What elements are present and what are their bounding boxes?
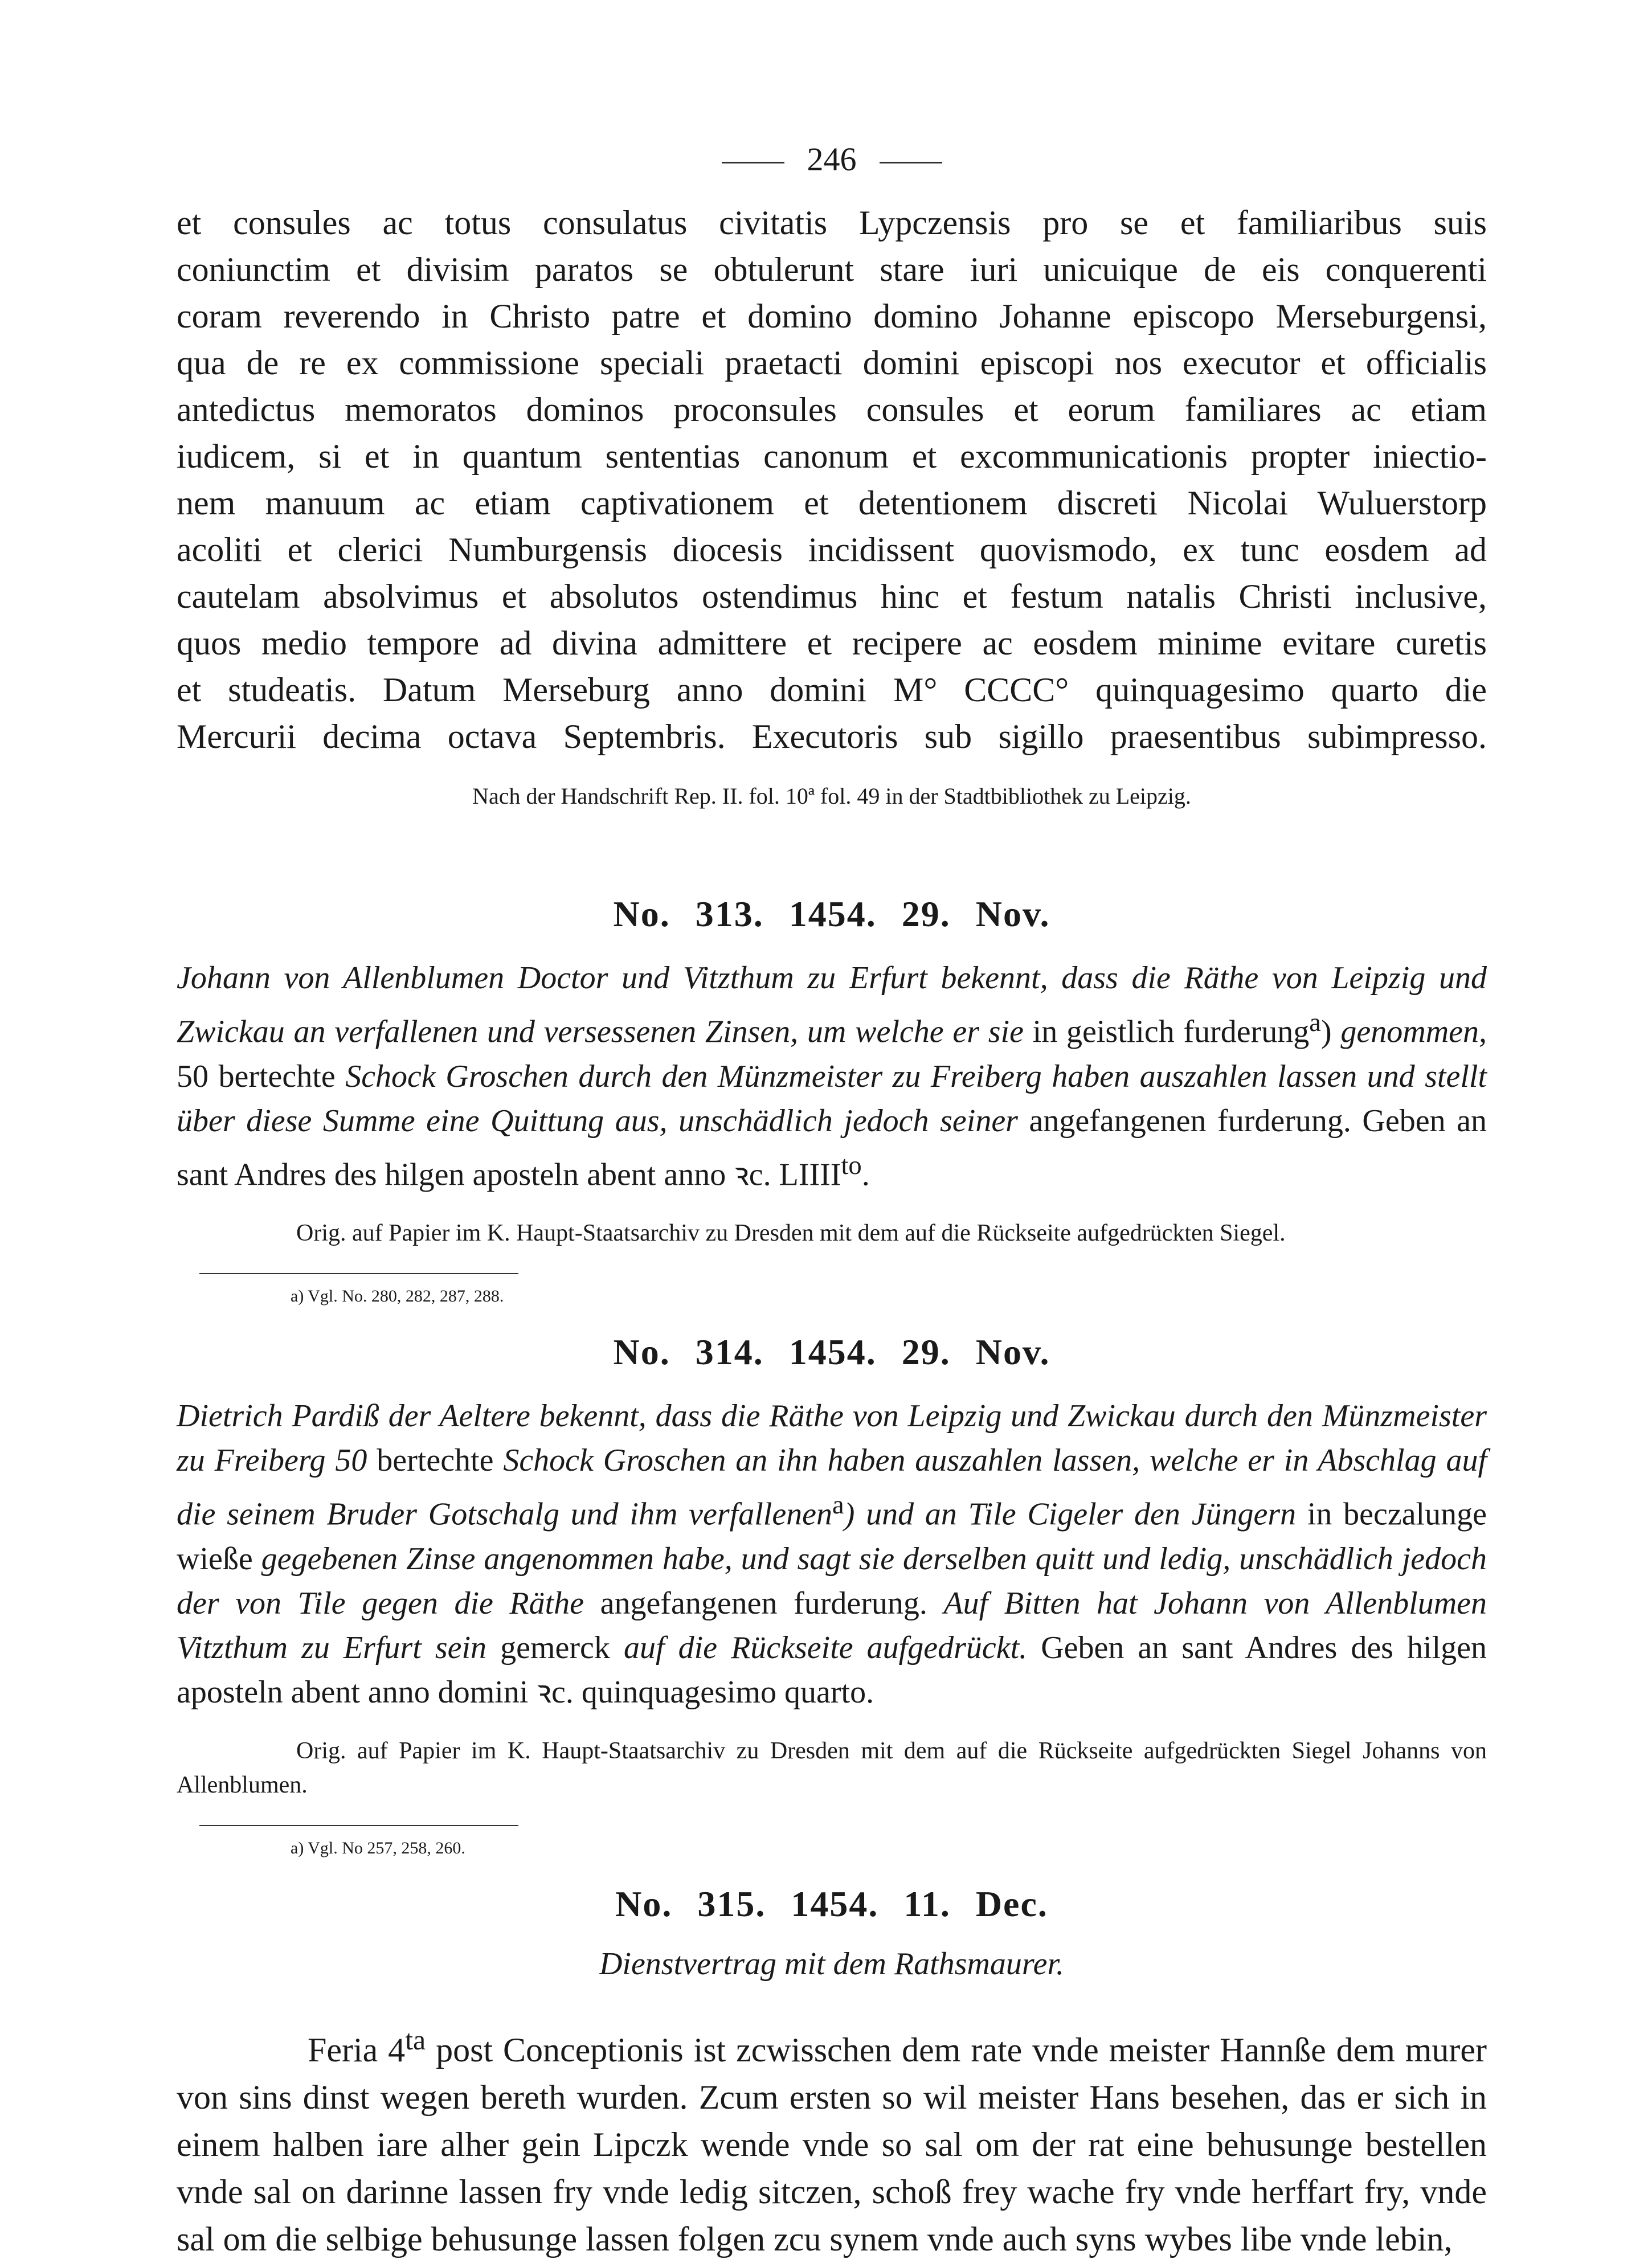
summary-italic: ) und an Tile Cigeler den Jüngern (844, 1496, 1297, 1532)
entry-313-footnote: a) Vgl. No. 280, 282, 287, 288. (291, 1287, 504, 1306)
summary-roman: gemerck (486, 1630, 624, 1665)
superscript-to: to (841, 1150, 862, 1180)
summary-roman: in geistlich furderung (1023, 1014, 1310, 1050)
header-dash-right (880, 162, 942, 163)
text-line: Mercurii decima octava Septembris. Executoris sub sigillo praesentibus subimpresso. (177, 718, 1487, 755)
summary-roman: angefangenen furderung. (584, 1585, 944, 1621)
text-line: coniunctim et divisim paratos se obtulerunt stare iuri unicuique de eis conquerenti (177, 251, 1487, 288)
footnote-rule (199, 1825, 518, 1826)
footnote-marker: a (1309, 1008, 1321, 1037)
text-line: cautelam absolvimus et absolutos ostendimus hinc et festum natalis Christi inclusive, (177, 578, 1487, 615)
entry-315-subtitle: Dienstvertrag mit dem Rathsmaurer. (599, 1946, 1065, 1982)
summary-roman: . (861, 1157, 870, 1193)
entry-313-summary (177, 956, 1487, 1197)
entry-315-text (177, 2016, 1487, 2263)
document-page (177, 131, 1487, 2263)
summary-roman: 50 bertechte (177, 1058, 346, 1094)
summary-roman: bertechte (367, 1443, 504, 1479)
text-line: iudicem, si et in quantum sententias canonum et excommunicationis propter iniectio- (177, 437, 1487, 475)
entry-315-title: No. 315. 1454. 11. Dec. (615, 1883, 1048, 1924)
summary-italic: Schock Groschen an ihn haben auszahlen lassen, welche er in Abschlag auf die seinem Bruder Gotschalg und ihm verfallenen (177, 1443, 1487, 1532)
entry-314-original-note: Orig. auf Papier im K. Haupt-Staatsarchiv zu Dresden mit dem auf die Rückseite aufgedrückten Siegel Johanns von Allenblumen. (177, 1737, 1487, 1798)
footnote-marker: a (832, 1490, 844, 1520)
text-line: acoliti et clerici Numburgensis diocesis incidissent quovismodo, ex tunc eosdem ad (177, 531, 1487, 568)
summary-italic: genommen, (1340, 1014, 1487, 1050)
entry-313-original-note: Orig. auf Papier im K. Haupt-Staatsarchiv zu Dresden mit dem auf die Rückseite aufgedrückten Siegel. (296, 1220, 1286, 1247)
continuation-text (177, 199, 1487, 760)
summary-italic: gegebenen Zinse angenommen habe, und sagt sie derselben quitt und ledig, unschädlich jedoch der von Tile gegen die Räthe (177, 1541, 1487, 1621)
entry-314-footnote: a) Vgl. No 257, 258, 260. (291, 1838, 465, 1857)
text-line: et consules ac totus consulatus civitatis Lypczensis pro se et familiaribus suis (177, 204, 1487, 242)
text-line: nem manuum ac etiam captivationem et detentionem discreti Nicolai Wuluerstorp (177, 484, 1487, 522)
entry-314-title: No. 314. 1454. 29. Nov. (613, 1332, 1050, 1373)
text-line: et studeatis. Datum Merseburg anno domini M° CCCC° quinquagesimo quarto die (177, 671, 1487, 709)
text-roman: Feria 4 (308, 2031, 406, 2069)
footnote-rule (199, 1273, 518, 1274)
header-dash-left (722, 162, 784, 163)
summary-roman: in beczalunge wieße (177, 1496, 1487, 1577)
text-line: coram reverendo in Christo patre et domino domino Johanne episcopo Merseburgensi, (177, 297, 1487, 335)
page-header (177, 131, 1487, 199)
summary-roman: angefangenen furderung. Geben an sant Andres des hilgen aposteln abent anno ꝛc. LIIII (177, 1103, 1487, 1193)
summary-roman: ) (1321, 1014, 1341, 1050)
text-line: quos medio tempore ad divina admittere et recipere ac eosdem minime evitare curetis (177, 624, 1487, 662)
entry-313-title: No. 313. 1454. 29. Nov. (613, 894, 1050, 934)
summary-italic: auf die Rückseite aufgedrückt. (623, 1630, 1028, 1665)
summary-italic: Dietrich Pardiß der Aeltere bekennt, dass die Räthe von Leipzig und Zwickau durch den Münzmeister zu Freiberg 50 (177, 1398, 1487, 1479)
text-roman: post Conceptionis ist zcwisschen dem rate vnde meister Hannße dem murer von sins dinst wegen bereth wurden. Zcum ersten so wil meister Hans besehen, das er sich in einem halben iare alher gein Lipczk wende vnde so sal om der rat eine behusunge bestellen vnde sal on darinne lassen fry vnde ledig sitczen, schoß frey wache fry vnde herffart fry, vnde sal om die selbige behusunge lassen folgen zcu synem vnde auch syns wybes libe vnde lebin, (177, 2031, 1487, 2258)
text-line: qua de re ex commissione speciali praetacti domini episcopi nos executor et officialis (177, 344, 1487, 382)
page-number: 246 (807, 141, 857, 178)
superscript-ta: ta (405, 2023, 426, 2056)
source-note: Nach der Handschrift Rep. II. fol. 10ª fol. 49 in der Stadtbibliothek zu Leipzig. (472, 783, 1191, 809)
summary-roman: Geben an sant Andres des hilgen aposteln abent anno domini ꝛc. quinquagesimo quarto. (177, 1630, 1487, 1710)
summary-italic: Johann von Allenblumen Doctor und Vitzthum zu Erfurt bekennt, dass die Räthe von Leipzig und Zwickau an verfallenen und versessenen Zinsen, um welche er sie (177, 960, 1487, 1050)
summary-italic: Schock Groschen durch den Münzmeister zu Freiberg haben auszahlen lassen und stellt über diese Summe eine Quittung aus, unschädlich jedoch seiner (177, 1058, 1487, 1139)
text-line: antedictus memoratos dominos proconsules consules et eorum familiares ac etiam (177, 391, 1487, 428)
summary-italic: Auf Bitten hat Johann von Allenblumen Vitzthum zu Erfurt sein (177, 1585, 1487, 1665)
entry-314-summary (177, 1394, 1487, 1714)
